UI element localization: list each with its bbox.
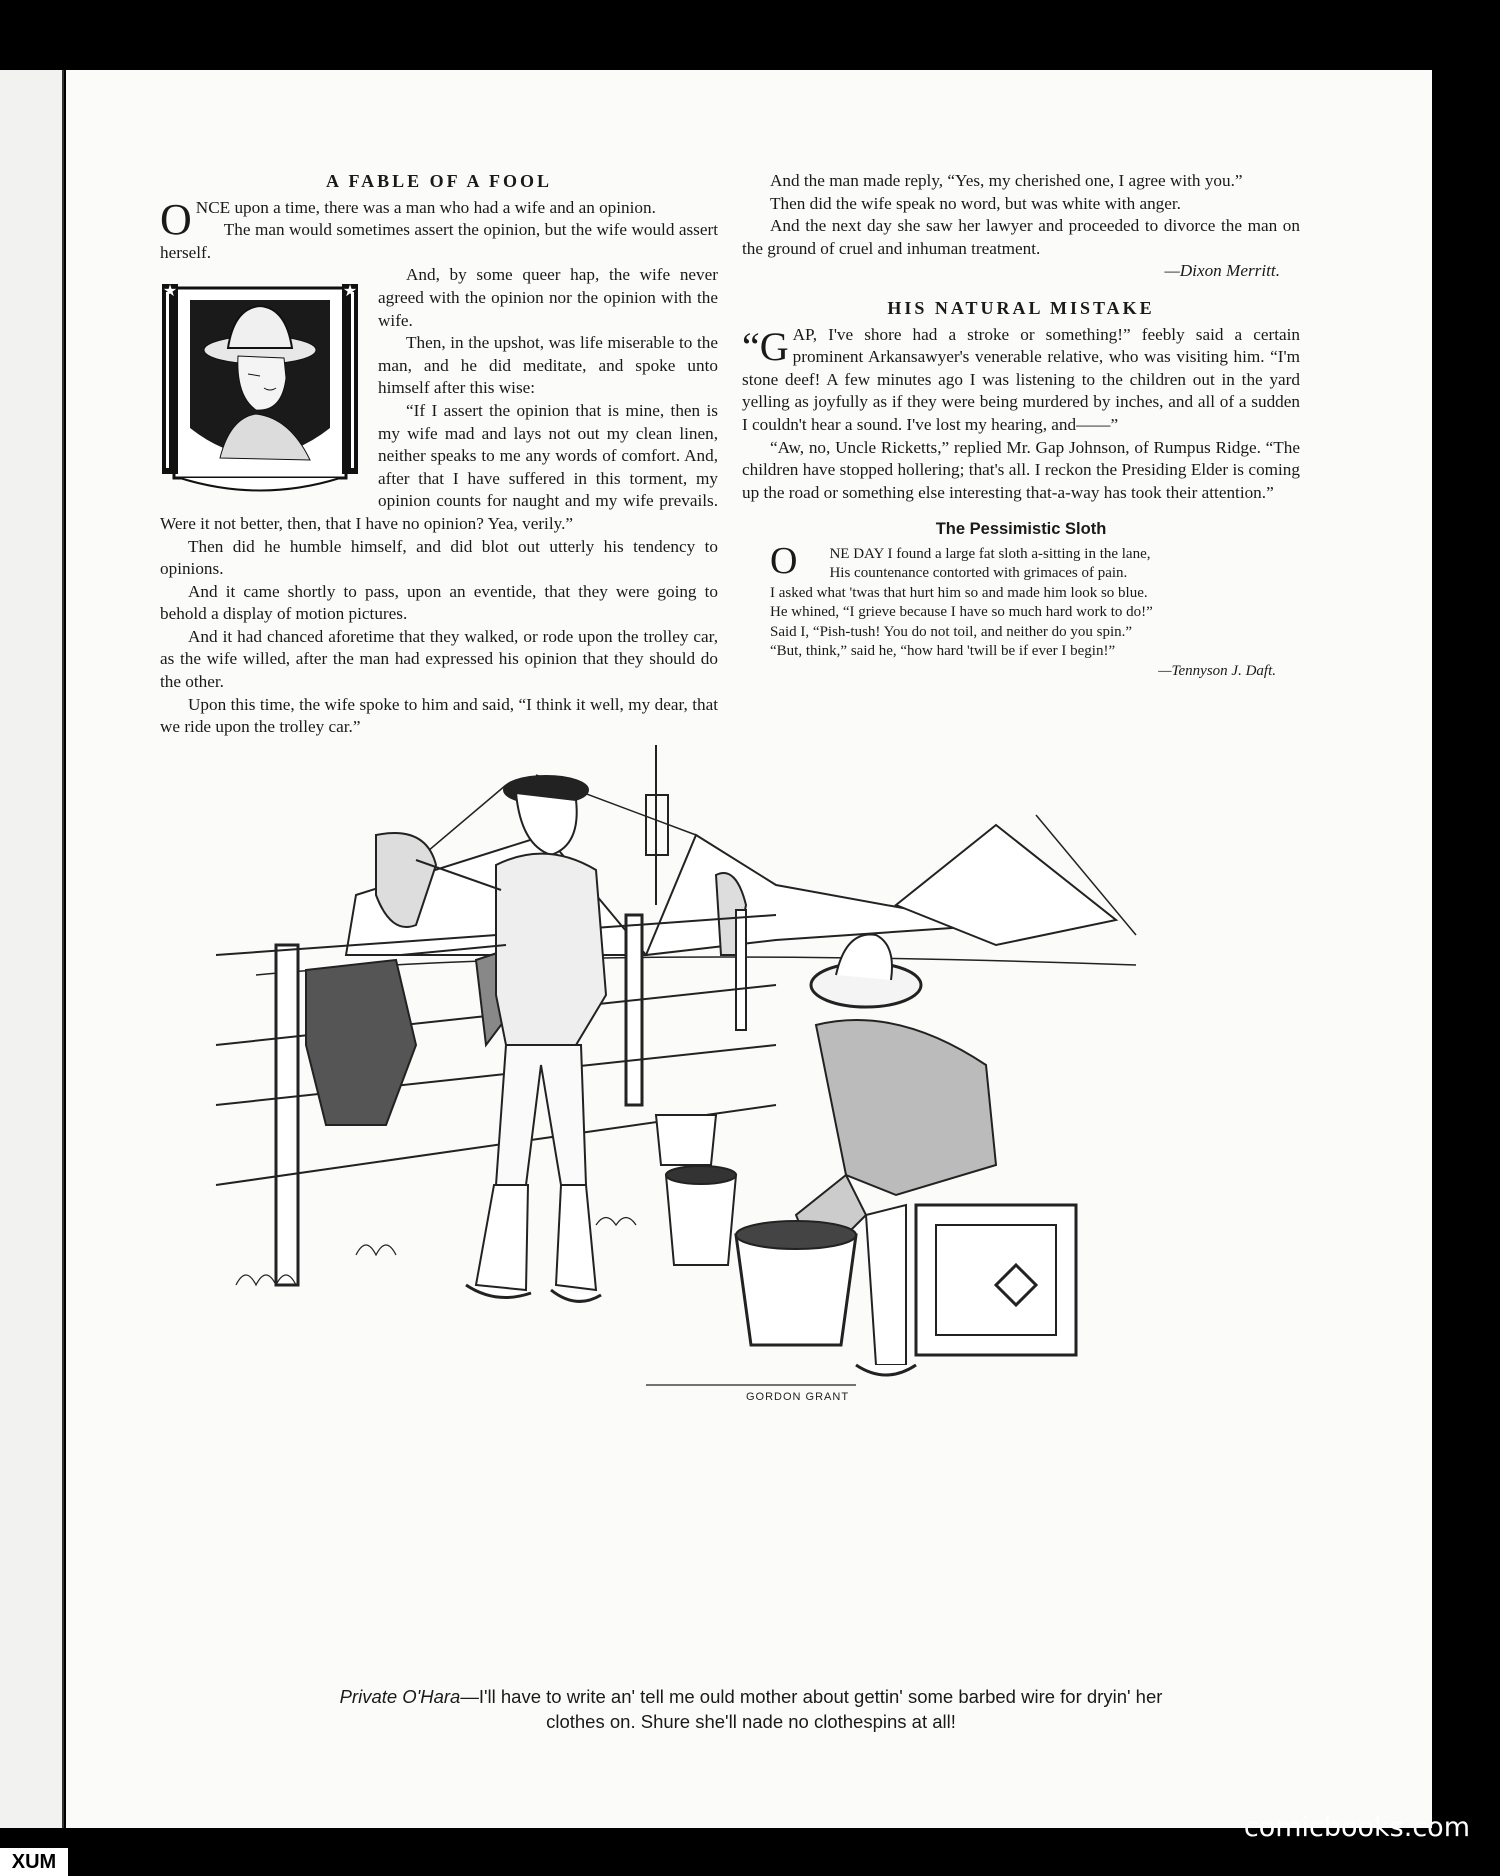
mistake-dropcap: “G <box>742 323 789 369</box>
fable-paragraph-3: And, by some queer hap, the wife never agreed with the opinion nor the opinion with the wife. <box>378 265 718 330</box>
magazine-page <box>66 70 1432 1828</box>
fence-post-middle <box>626 915 642 1105</box>
sloth-poem <box>742 539 1300 682</box>
poem-line-2: His countenance contorted with grimaces of pain. <box>829 565 1128 582</box>
soldier-portrait-vignette <box>160 278 360 494</box>
poem-line-6: “But, think,” said he, “how hard 'twill be if ever I begin!” <box>770 643 1116 660</box>
mistake-paragraph-2: “Aw, no, Uncle Ricketts,” replied Mr. Gap Johnson, of Rumpus Ridge. “The children have stopped hollering; that's all. I reckon the Presiding Elder is coming up the road or something else interesting that-a-way has took their attention.” <box>742 437 1300 502</box>
bucket-small <box>666 1175 736 1265</box>
right-column <box>742 170 1300 681</box>
fable-paragraph-5: “If I assert the opinion that is mine, then is my wife mad and lays not out my clean linen, neither speaks to me any words of comfort. And, after that I have suffered in this torment, my opinion counts for naught and my wife prevails. Were it not better, then, that I have no opinion? Yea, verily.” <box>160 400 718 533</box>
fence-post-back <box>736 910 746 1030</box>
caption-text-line-2: clothes on. Shure she'll nade no clothespins at all! <box>546 1711 956 1732</box>
caption-speaker: Private O'Hara <box>339 1686 461 1707</box>
fable-paragraph-11: Then did the wife speak no word, but was white with anger. <box>770 193 1181 213</box>
poem-line-1-text: NE DAY I found a large fat sloth a-sitting in the lane, <box>829 545 1151 562</box>
watermark-logo: comicbooks.com <box>1243 1812 1470 1843</box>
fable-p1-text: NCE upon a time, there was a man who had a wife and an opinion. <box>195 197 656 217</box>
fable-paragraph-4: Then, in the upshot, was life miserable to the man, and he did meditate, and spoke unto himself after this wise: <box>378 333 718 398</box>
poem-line-4: He whined, “I grieve because I have so much hard work to do!” <box>770 604 1153 621</box>
poem-line-3: I asked what 'twas that hurt him so and made him look so blue. <box>770 584 1148 601</box>
fable-paragraph-2: The man would sometimes assert the opinion, but the wife would assert herself. <box>160 220 718 262</box>
sloth-title: The Pessimistic Sloth <box>935 520 1107 539</box>
bucket-back <box>656 1115 716 1165</box>
fable-paragraph-7: And it came shortly to pass, upon an eventide, that they were going to behold a display of motion pictures. <box>160 581 718 624</box>
mistake-title: HIS NATURAL MISTAKE <box>887 297 1155 318</box>
fable-dropcap: O <box>160 194 192 244</box>
scan-label: XUM <box>0 1848 68 1876</box>
poem-line-5: Said I, “Pish-tush! You do not toil, and neither do you spin.” <box>770 623 1133 640</box>
mistake-p1-text: AP, I've shore had a stroke or something!” feebly said a certain prominent Arkansawyer's venerable relative, who was visiting him. “I'm stone deef! A few minutes ago I was listening to the children out in the yard yelling as joyfully as if they were being murdered by inches, and all of a sudden I couldn't hear a sound. I've lost my hearing, and——” <box>742 324 1300 434</box>
sloth-dropcap: O <box>770 539 798 582</box>
svg-text:★: ★ <box>342 283 358 301</box>
fable-author: —Dixon Merritt. <box>1164 261 1280 281</box>
mistake-paragraph-1 <box>742 324 1300 437</box>
barbed-wire-3 <box>216 1045 776 1105</box>
left-column <box>160 170 718 739</box>
left-page-edge <box>0 70 64 1828</box>
hanging-shirt <box>306 960 416 1125</box>
fable-paragraph-12: And the next day she saw her lawyer and proceeded to divorce the man on the ground of cruel and inhuman treatment. <box>742 216 1300 258</box>
fable-paragraph-10: And the man made reply, “Yes, my cherished one, I agree with you.” <box>770 171 1243 190</box>
washtub <box>736 1235 856 1345</box>
camp-laundry-cartoon <box>176 745 1326 1675</box>
fable-title: A FABLE OF A FOOL <box>325 171 553 191</box>
fable-paragraph-9: Upon this time, the wife spoke to him and said, “I think it well, my dear, that we ride upon the trolley car.” <box>160 694 718 737</box>
caption-text-line-1: —I'll have to write an' tell me ould mother about gettin' some barbed wire for dryin' her <box>460 1686 1163 1707</box>
sloth-author: —Tennyson J. Daft. <box>1158 662 1276 679</box>
svg-text:★: ★ <box>162 283 178 301</box>
artist-signature: GORDON GRANT <box>746 1391 850 1403</box>
fable-paragraph-6: Then did he humble himself, and did blot out utterly his tendency to opinions. <box>160 536 718 579</box>
fence-post-front <box>276 945 298 1285</box>
fable-paragraph-8: And it had chanced aforetime that they walked, or rode upon the trolley car, as the wife willed, after the man had expressed his opinion that they should do the other. <box>160 626 718 692</box>
cartoon-caption <box>206 1684 1296 1734</box>
